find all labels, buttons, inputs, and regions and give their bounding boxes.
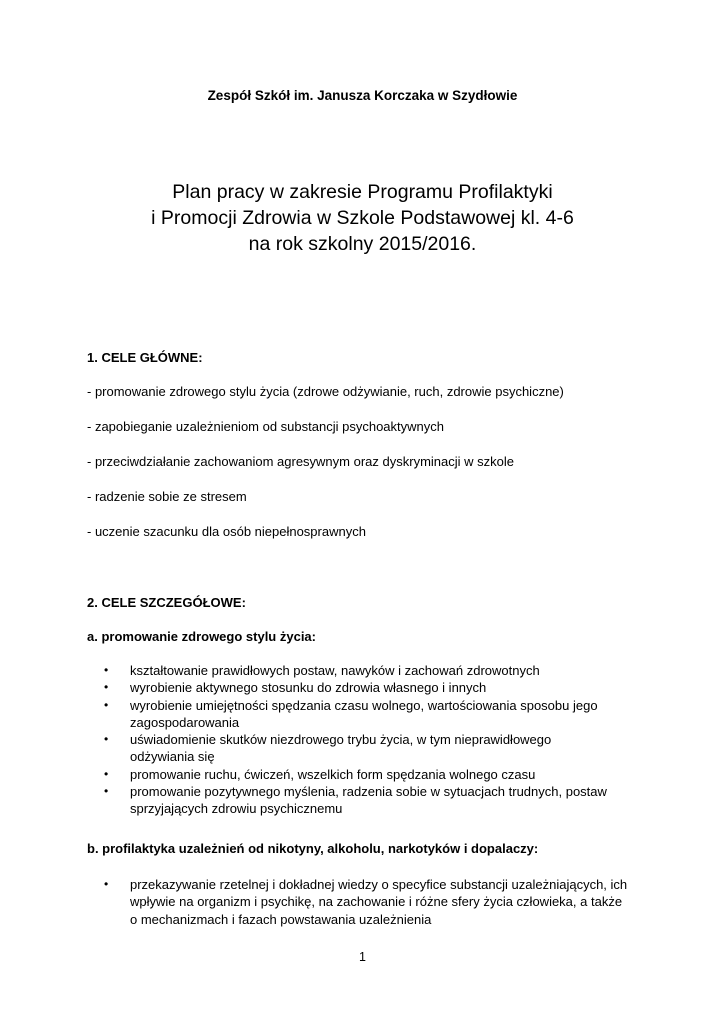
bullet-icon: • xyxy=(104,680,109,695)
document-title xyxy=(0,179,725,257)
page-number: 1 xyxy=(359,950,366,964)
title-line-2: i Promocji Zdrowia w Szkole Podstawowej kl. 4-6 xyxy=(151,207,574,229)
list-item: • promowanie ruchu, ćwiczeń, wszelkich form spędzania wolnego czasu xyxy=(104,766,536,782)
subsection-b-list xyxy=(87,876,647,928)
list-item: • uświadomienie skutków niezdrowego trybu życia, w tym nieprawidłowego odżywiania się xyxy=(104,732,552,765)
subsection-a-heading: a. promowanie zdrowego stylu życia: xyxy=(87,629,316,644)
school-name: Zespół Szkół im. Janusza Korczaka w Szydłowie xyxy=(207,88,518,103)
section-2-heading: 2. CELE SZCZEGÓŁOWE: xyxy=(87,595,246,610)
bullet-icon: • xyxy=(104,663,109,677)
main-goal-item: - radzenie sobie ze stresem xyxy=(87,489,247,504)
section-1-heading: 1. CELE GŁÓWNE: xyxy=(87,350,203,365)
bullet-icon: • xyxy=(104,877,109,891)
list-item: • kształtowanie prawidłowych postaw, nawyków i zachowań zdrowotnych xyxy=(104,663,540,678)
main-goal-item: - uczenie szacunku dla osób niepełnosprawnych xyxy=(87,524,366,539)
list-item: • promowanie pozytywnego myślenia, radzenia sobie w sytuacjach trudnych, postaw sprzyjających zdrowiu psychicznemu xyxy=(104,784,607,817)
bullet-icon: • xyxy=(104,784,109,799)
bullet-icon: • xyxy=(104,732,109,747)
list-item: • przekazywanie rzetelnej i dokładnej wiedzy o specyfice substancji uzależniających, ich wpływie na organizm i psychikę, na zachowanie i różne sfery życia człowieka, a także o mechanizmach i fazach powstawania uzależnienia xyxy=(104,877,628,927)
bullet-icon: • xyxy=(104,697,109,712)
list-item: • wyrobienie aktywnego stosunku do zdrowia własnego i innych xyxy=(104,680,487,696)
subsection-a-list xyxy=(87,662,647,818)
list-item: • wyrobienie umiejętności spędzania czasu wolnego, wartościowania sposobu jego zagospodarowania xyxy=(104,697,598,730)
main-goal-item: - zapobieganie uzależnieniom od substancji psychoaktywnych xyxy=(87,419,444,434)
subsection-b-heading: b. profilaktyka uzależnień od nikotyny, alkoholu, narkotyków i dopalaczy: xyxy=(87,841,539,856)
bullet-icon: • xyxy=(104,766,109,781)
title-line-1: Plan pracy w zakresie Programu Profilaktyki xyxy=(172,181,553,203)
main-goal-item: - promowanie zdrowego stylu życia (zdrowe odżywianie, ruch, zdrowie psychiczne) xyxy=(87,384,564,399)
main-goal-item: - przeciwdziałanie zachowaniom agresywnym oraz dyskryminacji w szkole xyxy=(87,454,514,469)
title-line-3: na rok szkolny 2015/2016. xyxy=(248,233,477,255)
